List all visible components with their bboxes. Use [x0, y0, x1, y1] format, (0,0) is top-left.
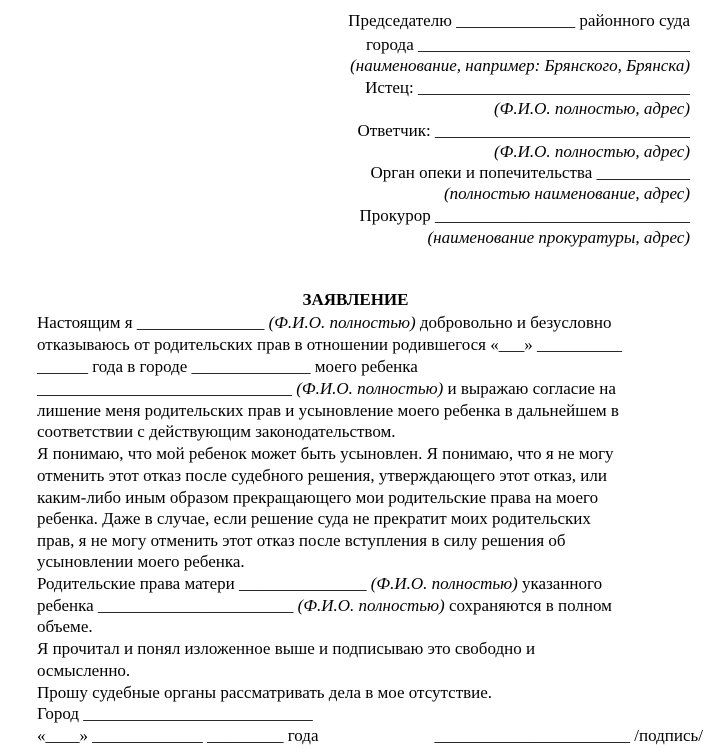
header-guardianship: Орган опеки и попечительства ___________: [370, 163, 690, 182]
header-hint-defendant: (Ф.И.О. полностью, адрес): [494, 142, 690, 161]
header-line-city: города ________________________________: [365, 35, 690, 54]
header-hint-prosecutor: (наименование прокуратуры, адрес): [427, 228, 690, 247]
document-title: ЗАЯВЛЕНИЕ: [302, 290, 409, 309]
header-hint-guardianship: (полностью наименование, адрес): [443, 184, 690, 203]
body-line: осмысленно.: [37, 661, 131, 680]
footer-city: Город ___________________________: [37, 704, 313, 723]
header-defendant: Ответчик: ______________________________: [357, 121, 690, 140]
body-line: ______ года в городе ______________ моего ребенка: [37, 357, 418, 376]
footer-date: «____» _____________ _________ года: [37, 726, 319, 745]
body-line: ребенка _______________________ (Ф.И.О. полностью) сохраняются в полном: [37, 596, 612, 615]
body-line: Я понимаю, что мой ребенок может быть усыновлен. Я понимаю, что я не могу: [37, 444, 614, 463]
body-line: каким-либо иным образом прекращающего мои родительские права на моего: [37, 488, 599, 507]
body-line: объеме.: [37, 617, 93, 636]
body-line: усыновлении моего ребенка.: [37, 552, 245, 571]
body-line: отменить этот отказ после судебного решения, утверждающего этот отказ, или: [37, 466, 607, 485]
body-line: ребенка. Даже в случае, если решение суда не прекратит моих родительских: [37, 509, 591, 528]
header-plaintiff: Истец: ________________________________: [365, 78, 690, 97]
body-line: Прошу судебные органы рассматривать дела в мое отсутствие.: [37, 683, 493, 702]
body-line: Я прочитал и понял изложенное выше и подписываю это свободно и: [37, 639, 536, 658]
header-hint-city: (наименование, например: Брянского, Брянска): [350, 56, 690, 75]
body-line: ______________________________ (Ф.И.О. полностью) и выражаю согласие на: [37, 379, 616, 398]
body-line: соответствии с действующим законодательством.: [37, 422, 396, 441]
header-prosecutor: Прокурор ______________________________: [359, 206, 690, 225]
body-line: лишение меня родительских прав и усыновление моего ребенка в дальнейшем в: [37, 401, 619, 420]
header-line-chairman: Председателю ______________ районного суда: [348, 11, 690, 30]
body-line: прав, я не могу отменить этот отказ после вступления в силу решения об: [37, 531, 566, 550]
body-line: Родительские права матери _______________ (Ф.И.О. полностью) указанного: [37, 574, 603, 593]
header-hint-plaintiff: (Ф.И.О. полностью, адрес): [494, 99, 690, 118]
body-line: Настоящим я _______________ (Ф.И.О. полностью) добровольно и безусловно: [37, 313, 612, 332]
body-line: отказываюсь от родительских прав в отношении родившегося «___» __________: [37, 335, 622, 354]
footer-signature: _______________________ /подпись/: [434, 726, 703, 745]
